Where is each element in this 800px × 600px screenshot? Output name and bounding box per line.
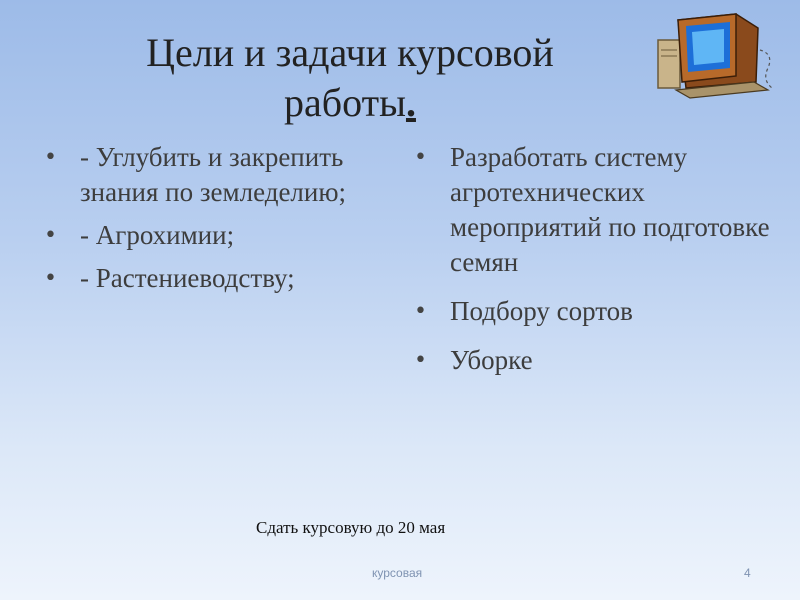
deadline-note: Сдать курсовую до 20 мая [256,518,446,537]
slide-title [100,28,600,128]
bullet-icon: • [414,299,427,324]
bullet-icon: • [44,223,57,248]
goals-list-left [42,140,402,304]
bullet-icon: • [44,266,57,291]
computer-clipart-icon [650,10,780,100]
list-item: • Разработать систему агротехнических мероприятий по подготовке семян [414,142,770,277]
list-item: • Подбору сортов [412,294,792,329]
list-item: • - Агрохимии; [42,218,402,253]
slide-title-text: Цели и задачи курсовой работы [146,30,554,125]
list-item: • Уборке [412,343,792,378]
slide-title-dot: . [405,80,416,125]
bullet-icon: • [414,145,427,170]
tasks-list-right [412,140,792,392]
list-item: • - Углубить и закрепить знания по земледелию; [44,142,347,207]
bullet-icon: • [44,145,57,170]
page-number: 4 [744,566,751,580]
bullet-icon: • [414,348,427,373]
slide-footer: курсовая [372,566,423,580]
list-item: • - Растениеводству; [42,261,402,296]
